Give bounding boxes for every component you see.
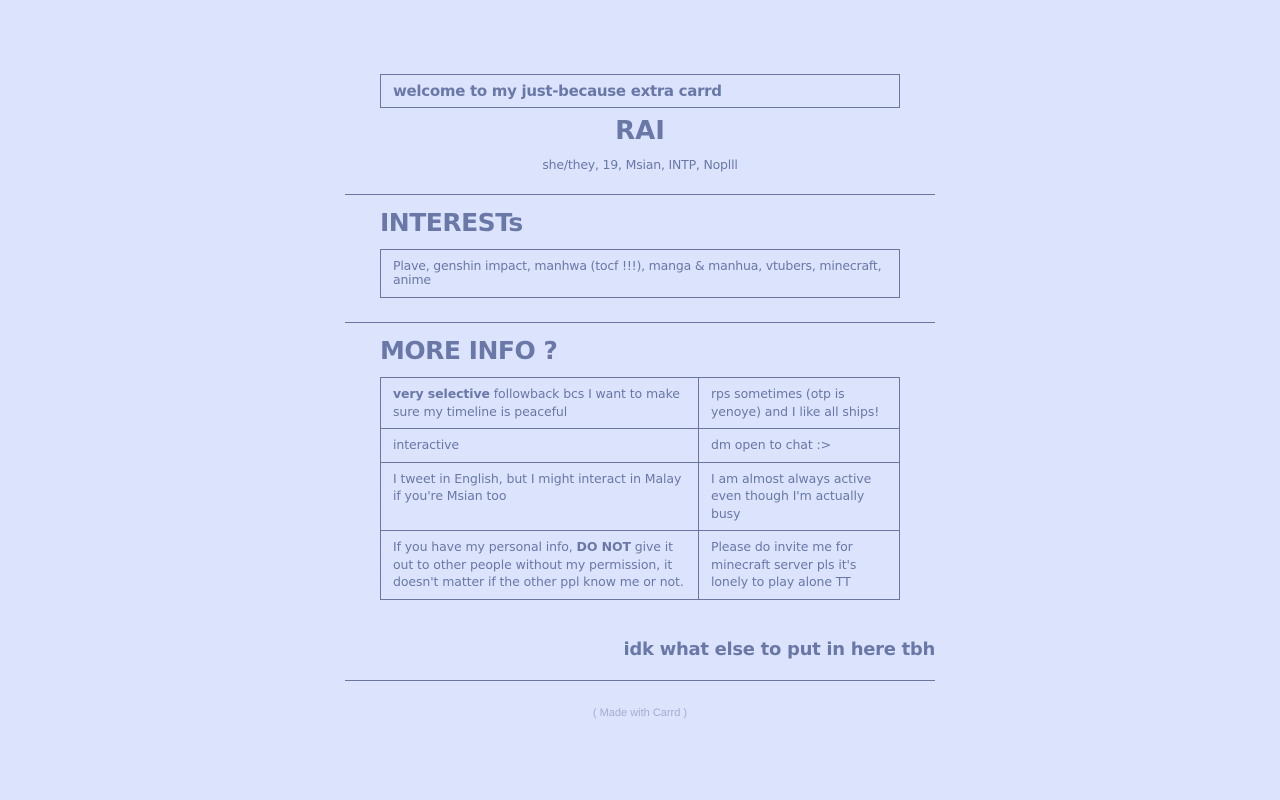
made-with-carrd-link[interactable]: ( Made with Carrd ) [592, 707, 688, 719]
table-row [381, 531, 900, 600]
table-cell [381, 378, 699, 429]
page-title: RAI [615, 116, 665, 146]
info-table [380, 377, 900, 600]
divider [345, 194, 935, 195]
table-cell: interactive [381, 429, 699, 463]
interests-box: Plave, genshin impact, manhwa (tocf !!!), manga & manhua, vtubers, minecraft, anime [380, 249, 900, 298]
closing-text: idk what else to put in here tbh [623, 639, 935, 660]
table-cell [381, 531, 699, 600]
table-row [381, 378, 900, 429]
cell-text: If you have my personal info, [393, 539, 577, 554]
cell-text: followback bcs I want to make sure my timeline is peaceful [393, 386, 680, 419]
table-cell: I tweet in English, but I might interact in Malay if you're Msian too [381, 462, 699, 531]
welcome-banner: welcome to my just-because extra carrd [380, 74, 900, 108]
bold-text: very selective [393, 386, 490, 401]
more-info-heading: MORE INFO ? [380, 336, 558, 365]
table-cell: rps sometimes (otp is yenoye) and I like all ships! [699, 378, 900, 429]
divider [345, 322, 935, 323]
bold-text: DO NOT [576, 539, 631, 554]
table-cell: dm open to chat :> [699, 429, 900, 463]
cell-text: give it out to other people without my permission, it doesn't matter if the other ppl know me or not. [393, 539, 684, 589]
subtitle: she/they, 19, Msian, INTP, Noplll [542, 157, 738, 172]
table-cell: Please do invite me for minecraft server pls it's lonely to play alone TT [699, 531, 900, 600]
table-row [381, 429, 900, 463]
interests-heading: INTERESTs [380, 208, 523, 237]
table-cell: I am almost always active even though I'm actually busy [699, 462, 900, 531]
divider [345, 680, 935, 681]
table-row [381, 462, 900, 531]
